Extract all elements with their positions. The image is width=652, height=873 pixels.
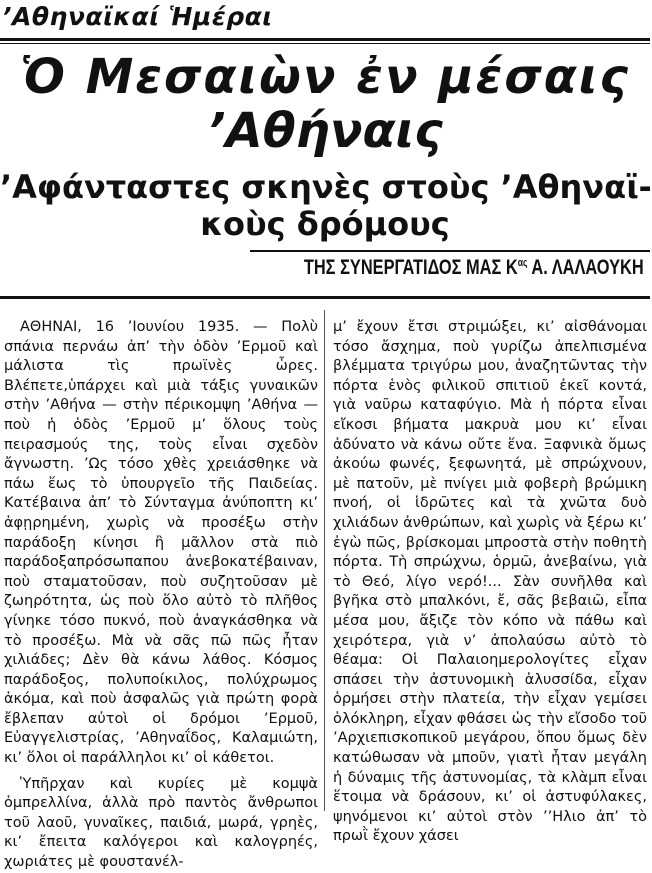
article-column-right: [333, 318, 647, 845]
top-rule: [0, 38, 650, 41]
section-kicker: ’Αθηναϊκαί Ἡμέραι: [2, 2, 273, 31]
body-paragraph: Ὑπῆρχαν καὶ κυρίες μὲ κομψὰ ὀμπρελλίνα, ἀλλὰ πρὸ παντὸς ἄνθρωποι τοῦ λαοῦ, γυναῖκες, παιδιά, μωρά, γρηὲς, κι’ ἔπειτα καλόγεροι καὶ καλογρηές, χωριάτες μὲ φουστανέλ-: [4, 775, 318, 871]
headline-line-1: Ὁ Μεσαιὼν ἐν μέσαις: [20, 49, 630, 105]
subheadline-line-2: κοὺς δρόμους: [200, 205, 450, 243]
byline-superscript: ας: [518, 257, 528, 269]
body-paragraph: ΑΘΗΝΑΙ, 16 ’Ιουνίου 1935. — Πολὺ σπάνια περνάω ἀπ’ τὴν ὁδὸν ’Ερμοῦ καὶ μάλιστα τὶς πρωϊνὲς ὧρες. Βλέπετε,ὑπάρχει καὶ μιὰ τάξις γυναικῶν στὴν ’Αθήνα — στὴν πέρικομψη ’Αθήνα — ποὺ ἡ ὁδὸς ’Ερμοῦ μ’ ὅλους τοὺς πειρασμούς της, τοὺς εἶναι σχεδὸν ἄγνωστη. ’Ως τόσο χθὲς χρειάσθηκε νὰ πάω ἕως τὸ ὑπουργεῖο τῆς Παιδείας. Κατέβαινα ἀπ’ τὸ Σύνταγμα ἀνύποπτη κι’ ἀφῃρημένη, χωρὶς νὰ προσέξω στὴν παράδοξη κίνησι ἢ μᾶλλον στὰ πιὸ παράδοξαπρόσωπαπου ἀνεβοκατέβαιναν, ποὺ σταματοῦσαν, ποὺ συζητοῦσαν μὲ ζωηρότητα, ὡς ποὺ ὅλο αὐτὸ τὸ πλῆθος γίνηκε τόσο πυκνό, ποὺ ἀναγκάσθηκα νὰ τὸ προσέξω. Μὰ νὰ σᾶς πῶ πῶς ἦταν χιλιάδες; Δὲν θὰ κάνω λάθος. Κόσμος παράδοξος, πολυποίκιλος, πολύχρωμος ἀκόμα, καὶ ποὺ ἀσφαλῶς γιὰ πρώτη φορὰ ἔβλεπαν αὐτοὶ οἱ δρόμοι ’Ερμοῦ, Εὐαγγελιστρίας, ’Αθηναΐδος, Καλαμιώτη, κι’ ὅλοι οἱ παράλληλοι κι’ οἱ κάθετοι.: [4, 319, 318, 767]
body-paragraph: μ’ ἔχουν ἔτσι στριμώξει, κι’ αἰσθάνομαι τόσο ἄσχημα, ποὺ γυρίζω ἀπελπισμένα βλέμματα τριγύρω μου, ἀναζητῶντας τὴν πόρτα ἑνὸς φιλικοῦ σπιτιοῦ ἐκεῖ κοντά, γιὰ ναῦρω καταφύγιο. Μὰ ἡ πόρτα εἶναι εἴκοσι βήματα μακρυὰ μου κι’ εἶναι ἀδύνατο νὰ κάνω οὔτε ἕνα. Ξαφνικὰ ὅμως ἀκούω φωνές, ξεφωνητά, μὲ σπρώχνουν, μὲ πατοῦν, μὲ πνίγει μιὰ φοβερὴ βρώμικη πνοή, οἱ ἱδρῶτες καὶ τὰ χνῶτα δυὸ χιλιάδων ἀνθρώπων, καὶ χωρὶς νὰ ξέρω κι’ ἐγὼ πῶς, βρίσκομαι μπροστὰ στὴν ποθητὴ πόρτα. Τὴ σπρώχνω, ὁρμῶ, ἀνεβαίνω, γιὰ τὸ Θεό, λίγο νερό!... Σὰν συνῆλθα καὶ βγῆκα στὸ μπαλκόνι, ἔ, σᾶς βεβαιῶ, εἶπα μέσα μου, ἄξιζε τὸν κόπο νὰ πάθω καὶ χειρότερα, γιὰ ν’ ἀπολαύσω αὐτὸ τὸ θέαμα: Οἱ Παλαιοημερολογίτες εἶχαν σπάσει τὴν ἀστυνομικὴ ἁλυσσίδα, εἶχαν ὁρμήσει στὴν πλατεία, τὴν εἶχαν γεμίσει ὁλόκληρη, εἶχαν φθάσει ὡς τὴν εἴσοδο τοῦ ’Αρχιεπισκοπικοῦ μεγάρου, ὅπου ὅμως δὲν κατώθωσαν νὰ μποῦν, γιατὶ ἦταν μεγάλη ἡ δύναμις τῆς ἀστυνομίας, τὰ κλὰμπ εἶναι ἕτοιμα νὰ δράσουν, κι’ οἱ ἀστυφύλακες, ψηνόμενοι κι’ αὐτοὶ στὸν ’’Ηλιο ἀπ’ τὸ πρωῒ ἔχουν χάσει: [333, 319, 647, 845]
body-rule: [0, 296, 650, 299]
byline-author: Α. ΛΑΛΑΟΥΚΗ: [527, 256, 644, 279]
byline-rule: [250, 250, 650, 252]
subheadline-line-1: ’Αφάνταστες σκηνὲς στοὺς ’Αθηναϊ-: [0, 168, 652, 206]
top-rule-thin: [0, 43, 650, 44]
byline: [304, 256, 644, 280]
headline-line-2: ’Αθήναις: [207, 103, 443, 159]
column-divider: [324, 310, 325, 811]
article-column-left: [4, 318, 318, 871]
byline-prefix: ΤΗΣ ΣΥΝΕΡΓΑΤΙΔΟΣ ΜΑΣ Κ: [304, 256, 519, 279]
